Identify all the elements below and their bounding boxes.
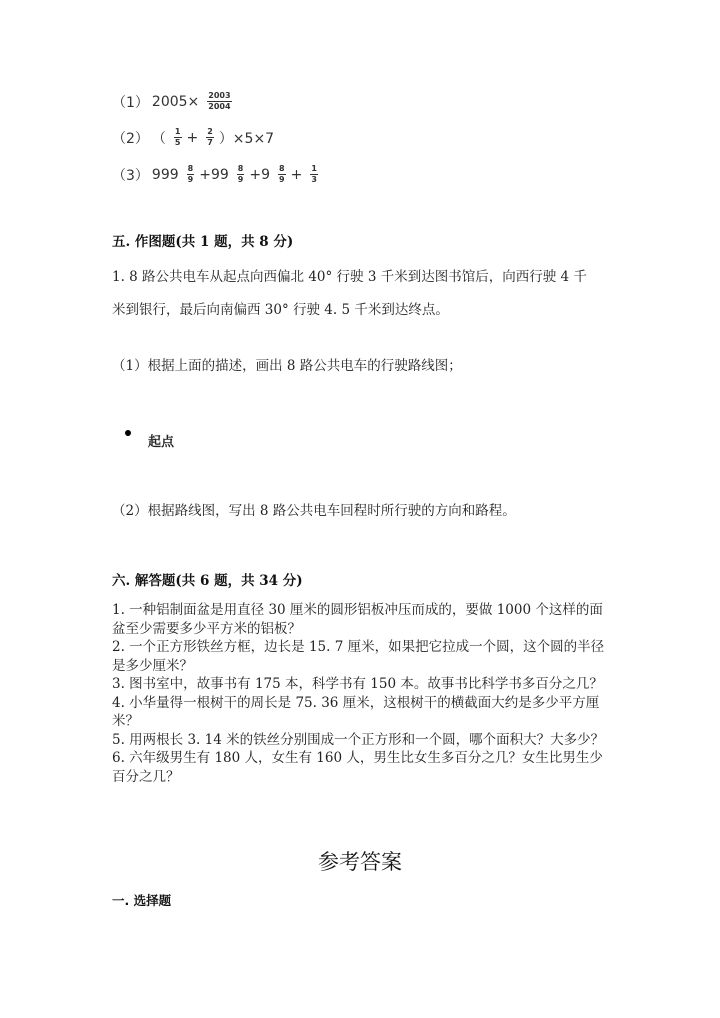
fraction-numerator: 1 [174, 127, 181, 136]
calc-problem-2 [112, 127, 277, 148]
fraction-numerator: 1 [311, 164, 317, 173]
calc-text: +9 [249, 166, 270, 183]
solve-question-1: 1. 一种铝制面盆是用直径 30 厘米的圆形铝板冲压而成的，要做 1000 个这样的面盆至少需要多少平方米的铝板？ [112, 602, 603, 637]
solve-question-5: 5. 用两根长 3. 14 米的铁丝分别围成一个正方形和一个圆，哪个面积大？大多少？ [112, 731, 605, 748]
fraction-denominator: 9 [279, 175, 285, 184]
fraction-numerator: 2003 [208, 91, 231, 100]
calc-text: 999 [151, 166, 179, 183]
calc-text: 2005× [151, 93, 200, 110]
fraction-denominator: 3 [311, 175, 317, 184]
calc-label: （1） [112, 94, 149, 111]
section-heading-solve: 六. 解答题(共 6 题，共 34 分) [112, 573, 303, 589]
calc-label: （3） [112, 167, 149, 184]
start-point-label: 起点 [148, 435, 175, 450]
solve-question-6: 6. 六年级男生有 180 人，女生有 160 人，男生比女生多百分之几？女生比男生少百分之几？ [112, 750, 603, 785]
drawing-question-line-1: 1. 8 路公共电车从起点向西偏北 40° 行驶 3 千米到达图书馆后，向西行驶 4 千 [112, 269, 587, 285]
calc-text: +99 [199, 166, 229, 183]
calc-text: ）×5×7 [218, 130, 275, 147]
solve-question-list [112, 601, 612, 786]
fraction-numerator: 2 [207, 127, 213, 136]
fraction [187, 164, 195, 185]
calc-text: + [186, 129, 199, 146]
fraction-denominator: 9 [237, 175, 244, 184]
fraction-denominator: 5 [174, 138, 181, 147]
fraction-denominator: 9 [187, 175, 194, 184]
fraction-denominator: 7 [207, 138, 213, 147]
drawing-question-line-2: 米到银行，最后向南偏西 30° 行驶 4. 5 千米到达终点。 [112, 302, 449, 318]
calc-problem-1 [112, 91, 237, 112]
drawing-subquestion-2: （2）根据路线图，写出 8 路公共电车回程时所行驶的方向和路程。 [112, 503, 516, 519]
calc-text: （ [151, 130, 166, 147]
fraction-numerator: 8 [279, 164, 285, 173]
calc-label: （2） [112, 130, 149, 147]
fraction [207, 91, 231, 112]
fraction [174, 127, 182, 148]
fraction [206, 127, 214, 148]
answer-key-title: 参考答案 [318, 850, 402, 874]
solve-question-4: 4. 小华量得一根树干的周长是 75. 36 厘米，这根树干的横截面大约是多少平方厘米？ [112, 694, 600, 729]
calc-problem-3 [112, 164, 323, 185]
fraction [310, 164, 318, 185]
fraction [237, 164, 245, 185]
answer-section-heading-choice: 一. 选择题 [112, 893, 172, 908]
fraction-numerator: 8 [237, 164, 244, 173]
start-point-dot-icon [125, 430, 131, 436]
solve-question-3: 3. 图书室中，故事书有 175 本，科学书有 150 本。故事书比科学书多百分之几？ [112, 676, 603, 692]
fraction-denominator: 2004 [208, 102, 231, 111]
fraction [278, 164, 286, 185]
calc-text: + [290, 166, 303, 183]
solve-question-2: 2. 一个正方形铁丝方框，边长是 15. 7 厘米，如果把它拉成一个圆，这个圆的半径是多少厘米？ [112, 639, 605, 674]
fraction-numerator: 8 [187, 164, 194, 173]
section-heading-drawing: 五. 作图题(共 1 题，共 8 分) [112, 234, 294, 250]
drawing-subquestion-1: （1）根据上面的描述，画出 8 路公共电车的行驶路线图； [112, 358, 462, 374]
